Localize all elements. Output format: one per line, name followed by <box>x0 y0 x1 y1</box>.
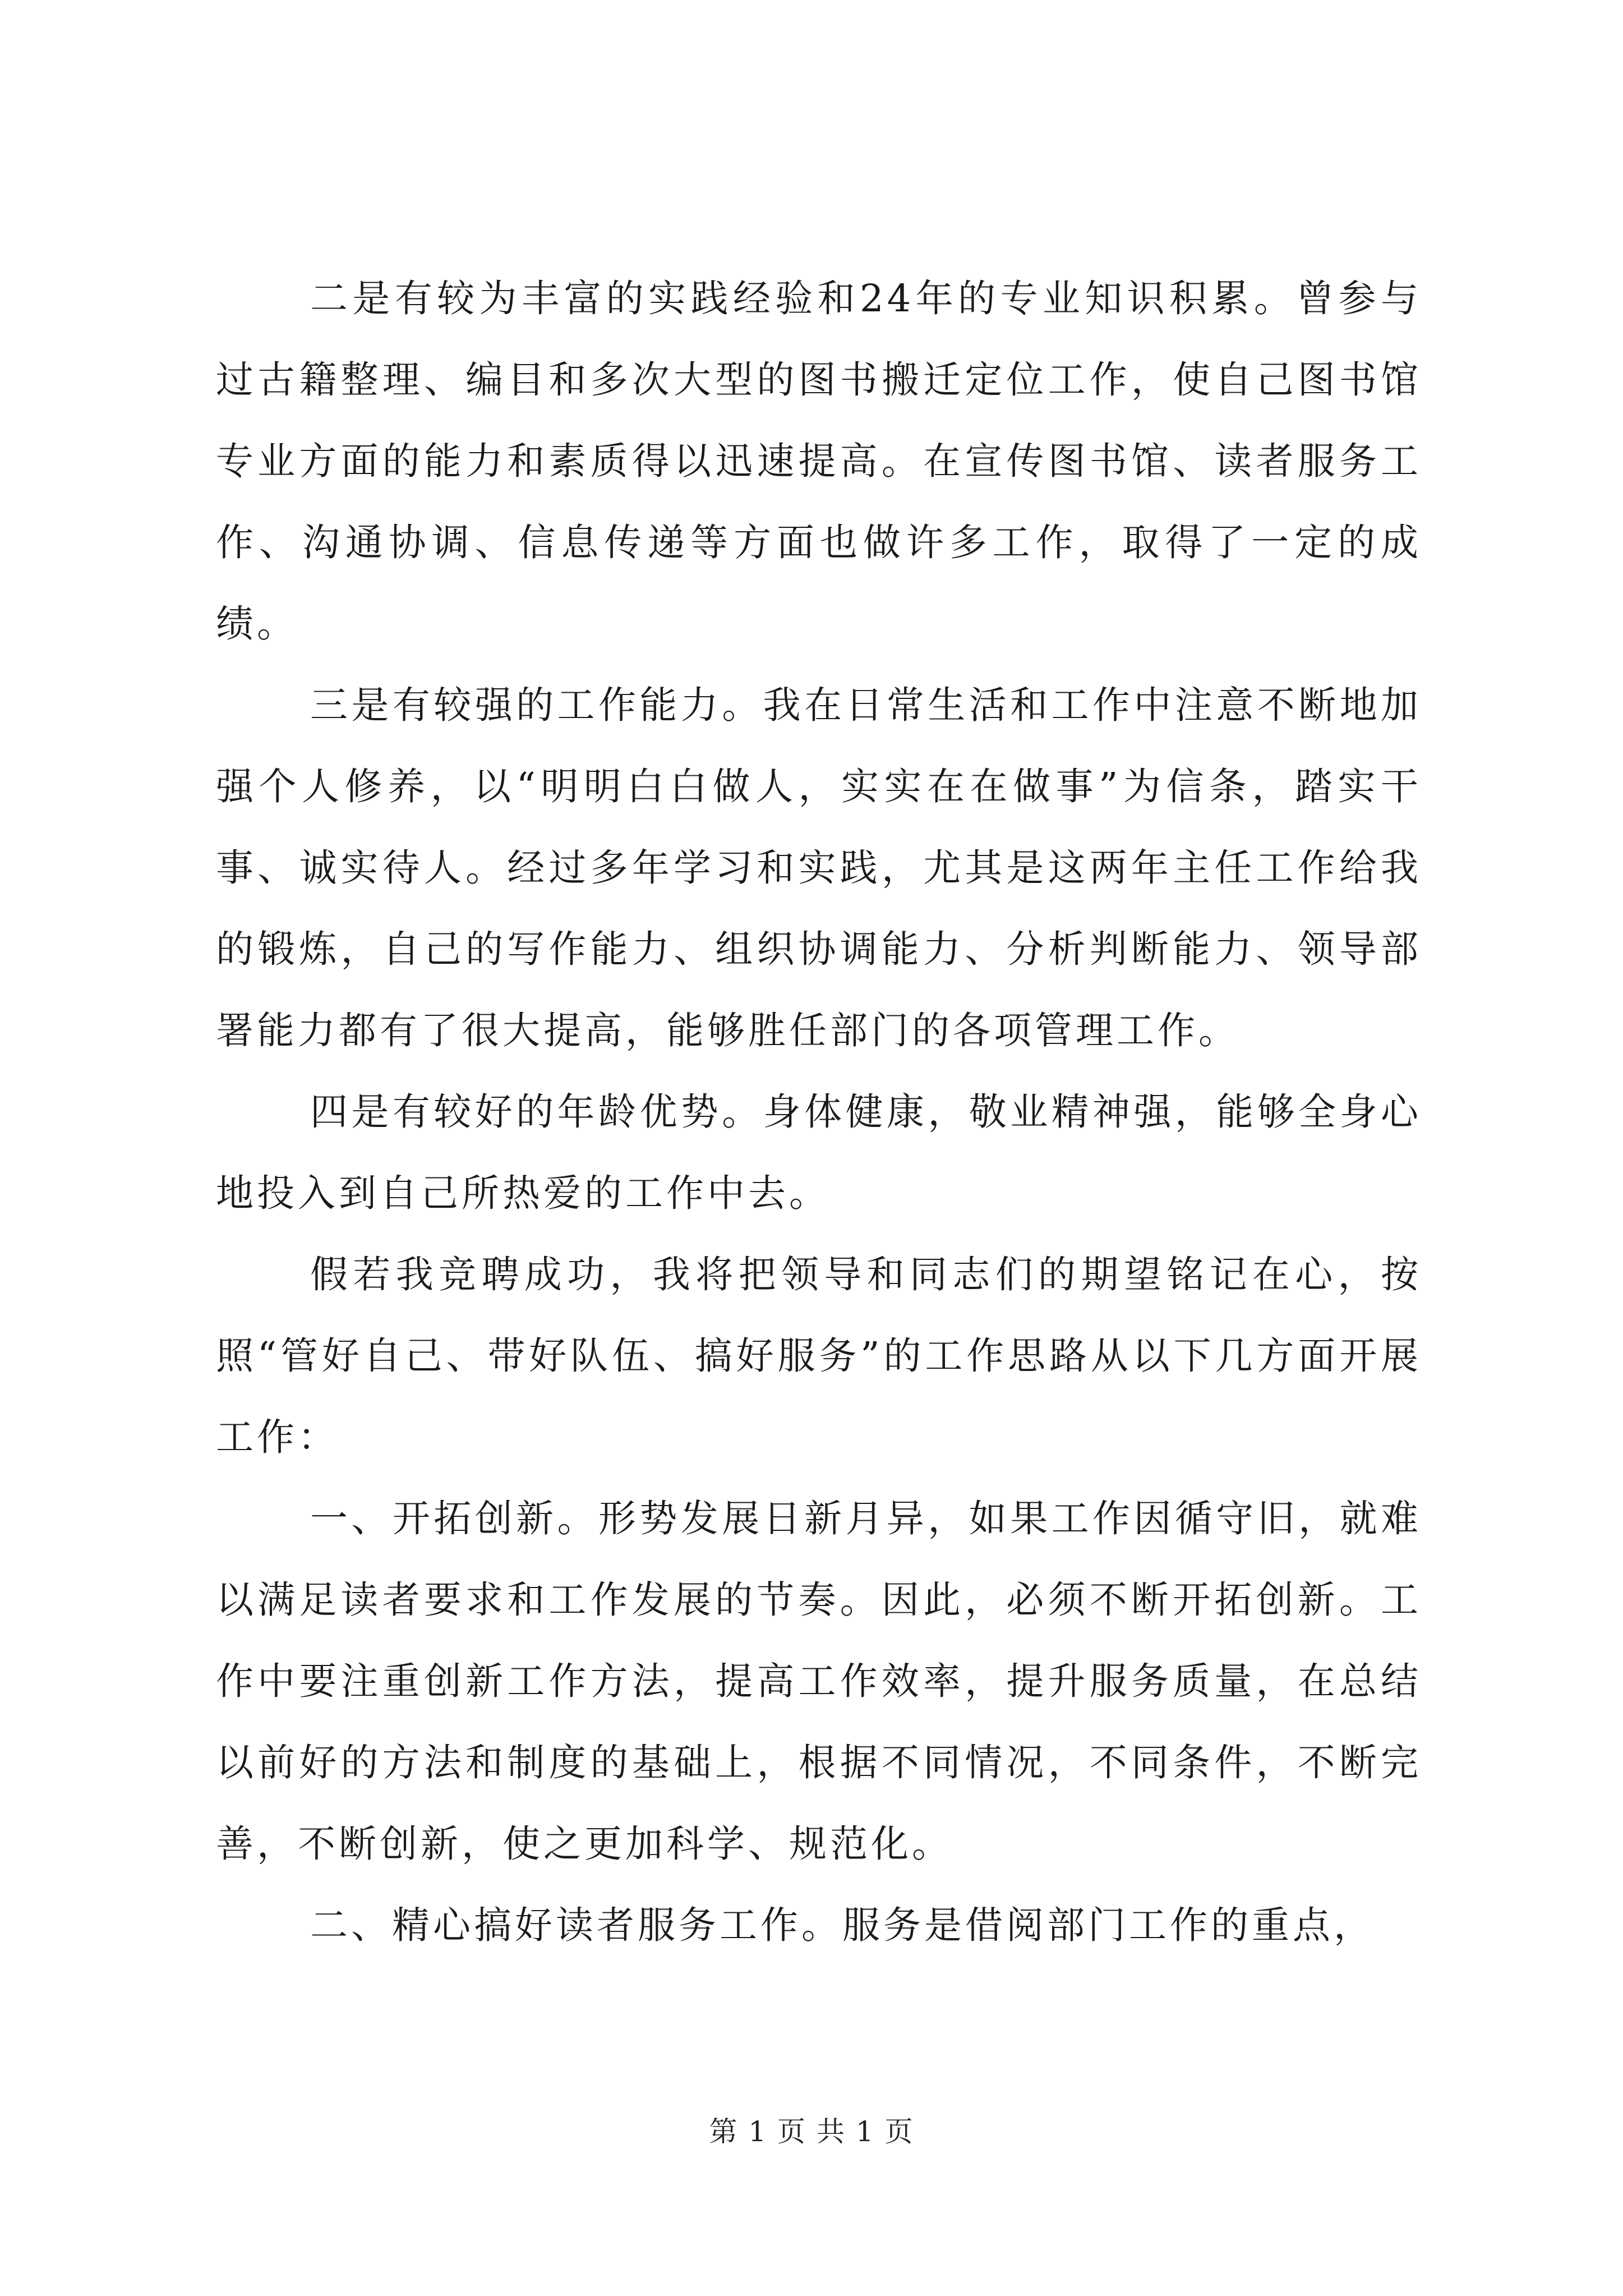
paragraph-age-advantage: 四是有较好的年龄优势。身体健康，敬业精神强，能够全身心地投入到自己所热爱的工作中去。 <box>216 1090 1422 1215</box>
paragraph-ability: 三是有较强的工作能力。我在日常生活和工作中注意不断地加强个人修养，以“明明白白做人，实实在在做事”为信条，踏实干事、诚实待人。经过多年学习和实践，尤其是这两年主任工作给我的锻炼，自己的写作能力、组织协调能力、分析判断能力、领导部署能力都有了很大提高，能够胜任部门的各项管理工作。 <box>216 683 1422 1052</box>
page-footer: 第 1 页 共 1 页 <box>709 2115 914 2148</box>
paragraph-plan-intro: 假若我竞聘成功，我将把领导和同志们的期望铭记在心，按照“管好自己、带好队伍、搞好服务”的工作思路从以下几方面开展工作： <box>216 1253 1422 1459</box>
paragraph-innovation: 一、开拓创新。形势发展日新月异，如果工作因循守旧，就难以满足读者要求和工作发展的节奏。因此，必须不断开拓创新。工作中要注重创新工作方法，提高工作效率，提升服务质量，在总结以前好的方法和制度的基础上，根据不同情况，不同条件，不断完善，不断创新，使之更加科学、规范化。 <box>216 1497 1422 1866</box>
paragraph-reader-service: 二、精心搞好读者服务工作。服务是借阅部门工作的重点， <box>310 1903 1375 1947</box>
document-body <box>216 258 1422 1966</box>
paragraph-experience: 二是有较为丰富的实践经验和24年的专业知识积累。曾参与过古籍整理、编目和多次大型的图书搬迁定位工作，使自己图书馆专业方面的能力和素质得以迅速提高。在宣传图书馆、读者服务工作、沟通协调、信息传递等方面也做许多工作，取得了一定的成绩。 <box>216 277 1422 646</box>
